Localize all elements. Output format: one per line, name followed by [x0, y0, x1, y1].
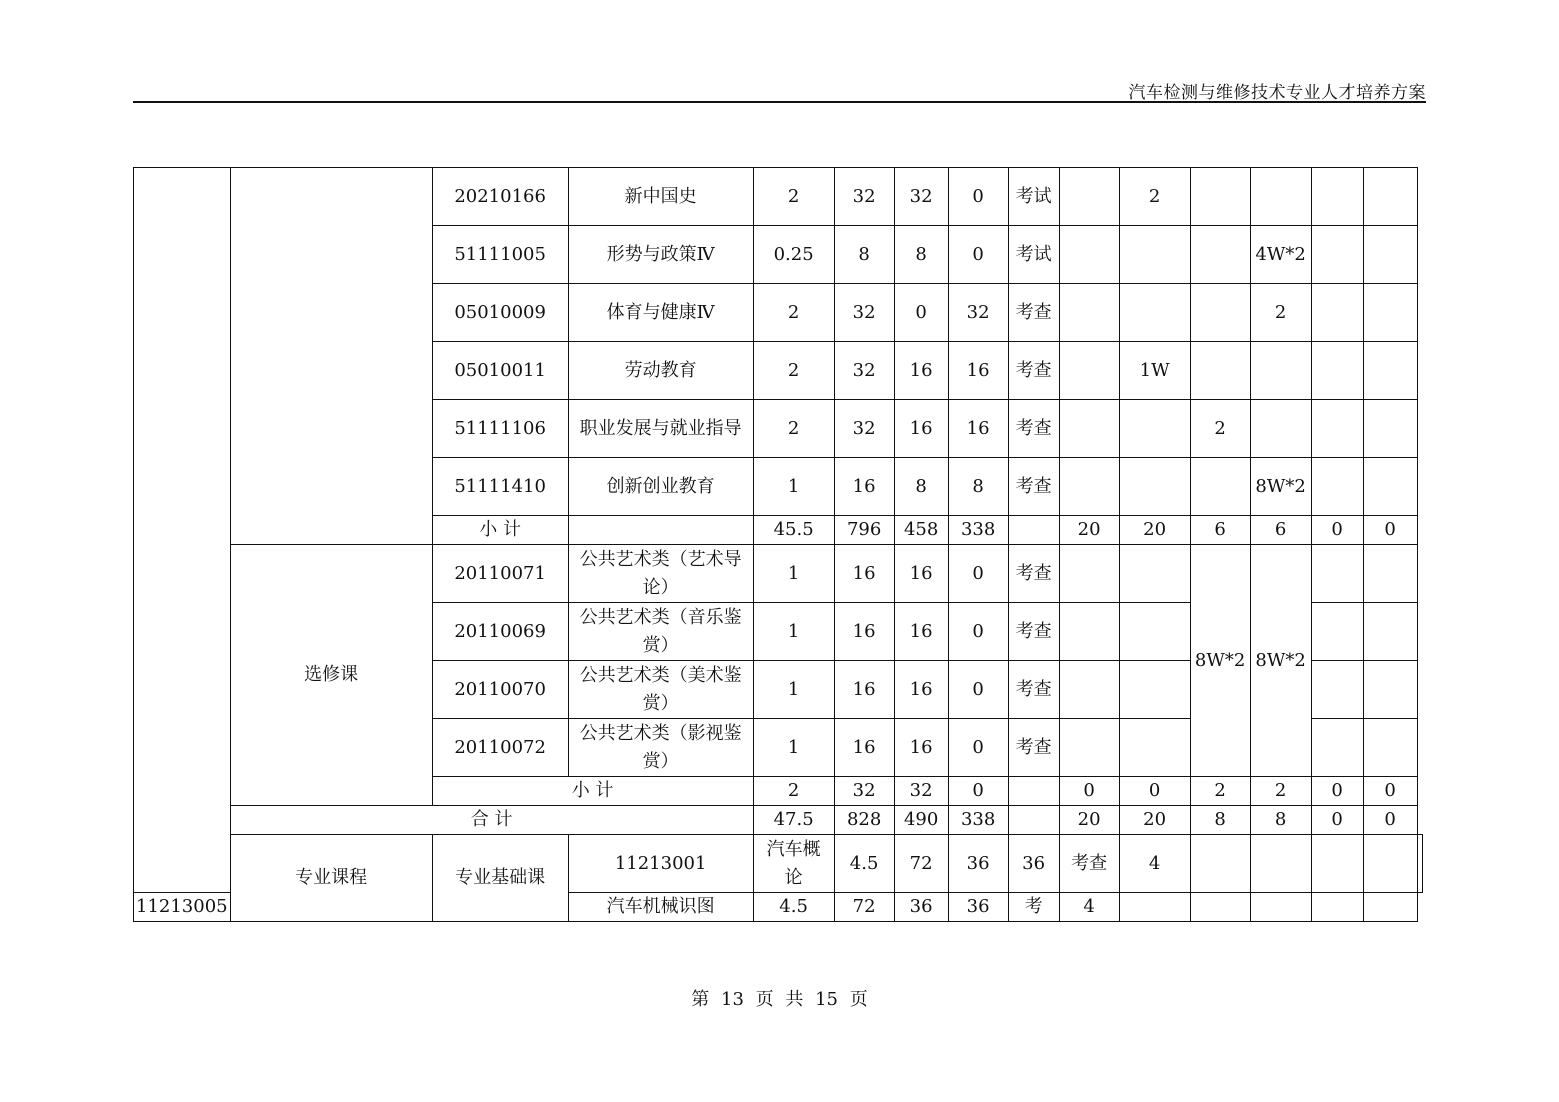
- page-number-footer: 第 13 页 共 15 页: [691, 989, 868, 1010]
- total-hours: 72: [834, 893, 894, 922]
- semester-2: 20: [1119, 806, 1190, 835]
- course-name: 汽车概论: [753, 835, 834, 893]
- semester-1: 0: [1059, 777, 1119, 806]
- credit: 4.5: [834, 835, 894, 893]
- subtotal-name-blank: [568, 516, 753, 545]
- total-hours: 32: [834, 168, 894, 226]
- course-name: 创新创业教育: [568, 458, 753, 516]
- course-code: 20110069: [432, 603, 568, 661]
- semester-1: [1059, 545, 1119, 603]
- assessment-blank: [1008, 806, 1059, 835]
- semester-6: [1417, 835, 1422, 893]
- semester-2: 0: [1119, 777, 1190, 806]
- total-hours: 16: [834, 661, 894, 719]
- semester-6: [1363, 458, 1417, 516]
- semester-6: [1363, 400, 1417, 458]
- theory-hours: 36: [948, 835, 1008, 893]
- semester-1: [1059, 342, 1119, 400]
- practice-hours: 32: [948, 284, 1008, 342]
- semester-2: [1119, 284, 1190, 342]
- semester-6: [1363, 893, 1417, 922]
- assessment-type: 考查: [1008, 342, 1059, 400]
- semester-4: 8: [1250, 806, 1311, 835]
- credit: 2: [753, 168, 834, 226]
- semester-4: [1250, 893, 1311, 922]
- table-row: [134, 545, 1423, 603]
- semester-5: [1311, 458, 1363, 516]
- semester-1: [1059, 661, 1119, 719]
- semester-6: 0: [1363, 777, 1417, 806]
- semester-4: [1250, 400, 1311, 458]
- credit: 1: [753, 603, 834, 661]
- semester-3: 2: [1190, 400, 1250, 458]
- semester-1: [1059, 284, 1119, 342]
- semester-5: 0: [1311, 516, 1363, 545]
- semester-2: [1119, 458, 1190, 516]
- course-code: 20210166: [432, 168, 568, 226]
- semester-3: [1190, 284, 1250, 342]
- practice-hours: 338: [948, 516, 1008, 545]
- theory-hours: 36: [894, 893, 948, 922]
- semester-4: 4W*2: [1250, 226, 1311, 284]
- course-name: 公共艺术类（美术鉴赏）: [568, 661, 753, 719]
- document-header-title: 汽车检测与维修技术专业人才培养方案: [1128, 83, 1426, 103]
- theory-hours: 16: [894, 661, 948, 719]
- course-plan-table: [133, 167, 1423, 922]
- total-hours: 796: [834, 516, 894, 545]
- semester-3: [1190, 226, 1250, 284]
- subtotal-label: 小 计: [432, 777, 753, 806]
- theory-hours: 16: [894, 400, 948, 458]
- semester-5: [1311, 545, 1363, 603]
- credit: 1: [753, 458, 834, 516]
- credit: 2: [753, 400, 834, 458]
- total-hours: 828: [834, 806, 894, 835]
- course-code: 11213005: [134, 893, 231, 922]
- semester-2: [1119, 603, 1190, 661]
- semester-1: 20: [1059, 516, 1119, 545]
- semester-5: [1311, 168, 1363, 226]
- table-row: [134, 835, 1423, 893]
- semester-2: [1119, 661, 1190, 719]
- course-code: 51111106: [432, 400, 568, 458]
- semester-2: 1W: [1119, 342, 1190, 400]
- assessment-blank: [1008, 516, 1059, 545]
- semester-4-merged: 8W*2: [1250, 545, 1311, 777]
- credit: 4.5: [753, 893, 834, 922]
- credit: 1: [753, 719, 834, 777]
- assessment-blank: [1008, 777, 1059, 806]
- semester-6: [1363, 719, 1417, 777]
- practice-hours: 0: [948, 226, 1008, 284]
- header-divider: [133, 101, 1426, 103]
- semester-5: [1363, 835, 1417, 893]
- semester-2: 20: [1119, 516, 1190, 545]
- semester-6: [1363, 661, 1417, 719]
- credit: 2: [753, 284, 834, 342]
- theory-hours: 8: [894, 458, 948, 516]
- credit: 1: [753, 545, 834, 603]
- course-name: 汽车机械识图: [568, 893, 753, 922]
- semester-3: [1190, 168, 1250, 226]
- semester-2: [1119, 400, 1190, 458]
- theory-hours: 0: [894, 284, 948, 342]
- semester-2: [1190, 835, 1250, 893]
- total-hours: 16: [834, 458, 894, 516]
- assessment-type: 考: [1008, 893, 1059, 922]
- assessment-type: 考查: [1059, 835, 1119, 893]
- practice-hours: 0: [948, 719, 1008, 777]
- semester-6: [1363, 226, 1417, 284]
- semester-6: 0: [1363, 516, 1417, 545]
- course-code: 51111410: [432, 458, 568, 516]
- course-name: 职业发展与就业指导: [568, 400, 753, 458]
- semester-1: [1059, 168, 1119, 226]
- semester-6: [1363, 168, 1417, 226]
- assessment-type: 考试: [1008, 168, 1059, 226]
- total-hours: 16: [834, 603, 894, 661]
- category-cell-blank: [134, 168, 231, 893]
- practice-hours: 8: [948, 458, 1008, 516]
- total-hours: 16: [834, 545, 894, 603]
- theory-hours: 16: [894, 719, 948, 777]
- practice-hours: 16: [948, 400, 1008, 458]
- semester-5: [1311, 661, 1363, 719]
- semester-6: [1363, 603, 1417, 661]
- assessment-type: 考查: [1008, 545, 1059, 603]
- theory-hours: 458: [894, 516, 948, 545]
- assessment-type: 考试: [1008, 226, 1059, 284]
- semester-1: [1059, 603, 1119, 661]
- theory-hours: 16: [894, 545, 948, 603]
- professional-subcategory: 专业基础课: [432, 835, 568, 922]
- total-hours: 8: [834, 226, 894, 284]
- assessment-type: 考查: [1008, 719, 1059, 777]
- course-code: 05010009: [432, 284, 568, 342]
- course-code: 05010011: [432, 342, 568, 400]
- semester-5: [1311, 284, 1363, 342]
- semester-5: 0: [1311, 806, 1363, 835]
- semester-5: [1311, 400, 1363, 458]
- semester-6: [1363, 284, 1417, 342]
- credit: 2: [753, 342, 834, 400]
- semester-4: [1250, 168, 1311, 226]
- semester-5: [1311, 893, 1363, 922]
- professional-category: 专业课程: [230, 835, 432, 922]
- practice-hours: 0: [948, 168, 1008, 226]
- course-name: 新中国史: [568, 168, 753, 226]
- practice-hours: 36: [1008, 835, 1059, 893]
- semester-2: 2: [1119, 168, 1190, 226]
- elective-category: 选修课: [230, 545, 432, 806]
- theory-hours: 490: [894, 806, 948, 835]
- semester-3: 2: [1190, 777, 1250, 806]
- theory-hours: 32: [894, 168, 948, 226]
- semester-2: [1119, 893, 1190, 922]
- semester-3: 8: [1190, 806, 1250, 835]
- total-hours: 32: [834, 284, 894, 342]
- course-code: 51111005: [432, 226, 568, 284]
- semester-5: 0: [1311, 777, 1363, 806]
- course-code: 11213001: [568, 835, 753, 893]
- total-label: 合 计: [230, 806, 753, 835]
- semester-1: 4: [1059, 893, 1119, 922]
- assessment-type: 考查: [1008, 603, 1059, 661]
- semester-2: [1119, 719, 1190, 777]
- course-name: 公共艺术类（影视鉴赏）: [568, 719, 753, 777]
- theory-hours: 8: [894, 226, 948, 284]
- semester-4: 8W*2: [1250, 458, 1311, 516]
- semester-3-merged: 8W*2: [1190, 545, 1250, 777]
- semester-3: [1190, 893, 1250, 922]
- assessment-type: 考查: [1008, 661, 1059, 719]
- semester-3: [1190, 458, 1250, 516]
- semester-2: [1119, 545, 1190, 603]
- semester-3: 6: [1190, 516, 1250, 545]
- assessment-type: 考查: [1008, 284, 1059, 342]
- subcategory-cell-blank: [230, 168, 432, 545]
- practice-hours: 0: [948, 777, 1008, 806]
- course-code: 20110071: [432, 545, 568, 603]
- total-hours: 16: [834, 719, 894, 777]
- semester-5: [1311, 603, 1363, 661]
- semester-3: [1250, 835, 1311, 893]
- semester-1: 20: [1059, 806, 1119, 835]
- semester-1: [1059, 226, 1119, 284]
- practice-hours: 0: [948, 545, 1008, 603]
- semester-4: 6: [1250, 516, 1311, 545]
- semester-5: [1311, 719, 1363, 777]
- semester-4: 2: [1250, 284, 1311, 342]
- total-hours: 32: [834, 342, 894, 400]
- credit: 1: [753, 661, 834, 719]
- semester-2: [1119, 226, 1190, 284]
- practice-hours: 16: [948, 342, 1008, 400]
- semester-3: [1190, 342, 1250, 400]
- assessment-type: 考查: [1008, 458, 1059, 516]
- course-name: 体育与健康Ⅳ: [568, 284, 753, 342]
- practice-hours: 0: [948, 603, 1008, 661]
- semester-1: [1059, 719, 1119, 777]
- practice-hours: 0: [948, 661, 1008, 719]
- course-code: 20110072: [432, 719, 568, 777]
- semester-5: [1311, 226, 1363, 284]
- semester-1: [1059, 400, 1119, 458]
- theory-hours: 16: [894, 603, 948, 661]
- semester-1: [1059, 458, 1119, 516]
- semester-4: [1311, 835, 1363, 893]
- semester-5: [1311, 342, 1363, 400]
- course-name: 劳动教育: [568, 342, 753, 400]
- subtotal-label: 小 计: [432, 516, 568, 545]
- semester-6: [1363, 545, 1417, 603]
- credit: 2: [753, 777, 834, 806]
- semester-6: 0: [1363, 806, 1417, 835]
- theory-hours: 32: [894, 777, 948, 806]
- assessment-type: 考查: [1008, 400, 1059, 458]
- semester-6: [1363, 342, 1417, 400]
- semester-4: 2: [1250, 777, 1311, 806]
- credit: 0.25: [753, 226, 834, 284]
- practice-hours: 36: [948, 893, 1008, 922]
- total-hours: 72: [894, 835, 948, 893]
- semester-1: 4: [1119, 835, 1190, 893]
- credit: 45.5: [753, 516, 834, 545]
- practice-hours: 338: [948, 806, 1008, 835]
- course-name: 形势与政策Ⅳ: [568, 226, 753, 284]
- course-name: 公共艺术类（音乐鉴赏）: [568, 603, 753, 661]
- table-row: [134, 168, 1423, 226]
- total-row: [134, 806, 1423, 835]
- course-code: 20110070: [432, 661, 568, 719]
- total-hours: 32: [834, 777, 894, 806]
- semester-4: [1250, 342, 1311, 400]
- theory-hours: 16: [894, 342, 948, 400]
- course-name: 公共艺术类（艺术导论）: [568, 545, 753, 603]
- total-hours: 32: [834, 400, 894, 458]
- credit: 47.5: [753, 806, 834, 835]
